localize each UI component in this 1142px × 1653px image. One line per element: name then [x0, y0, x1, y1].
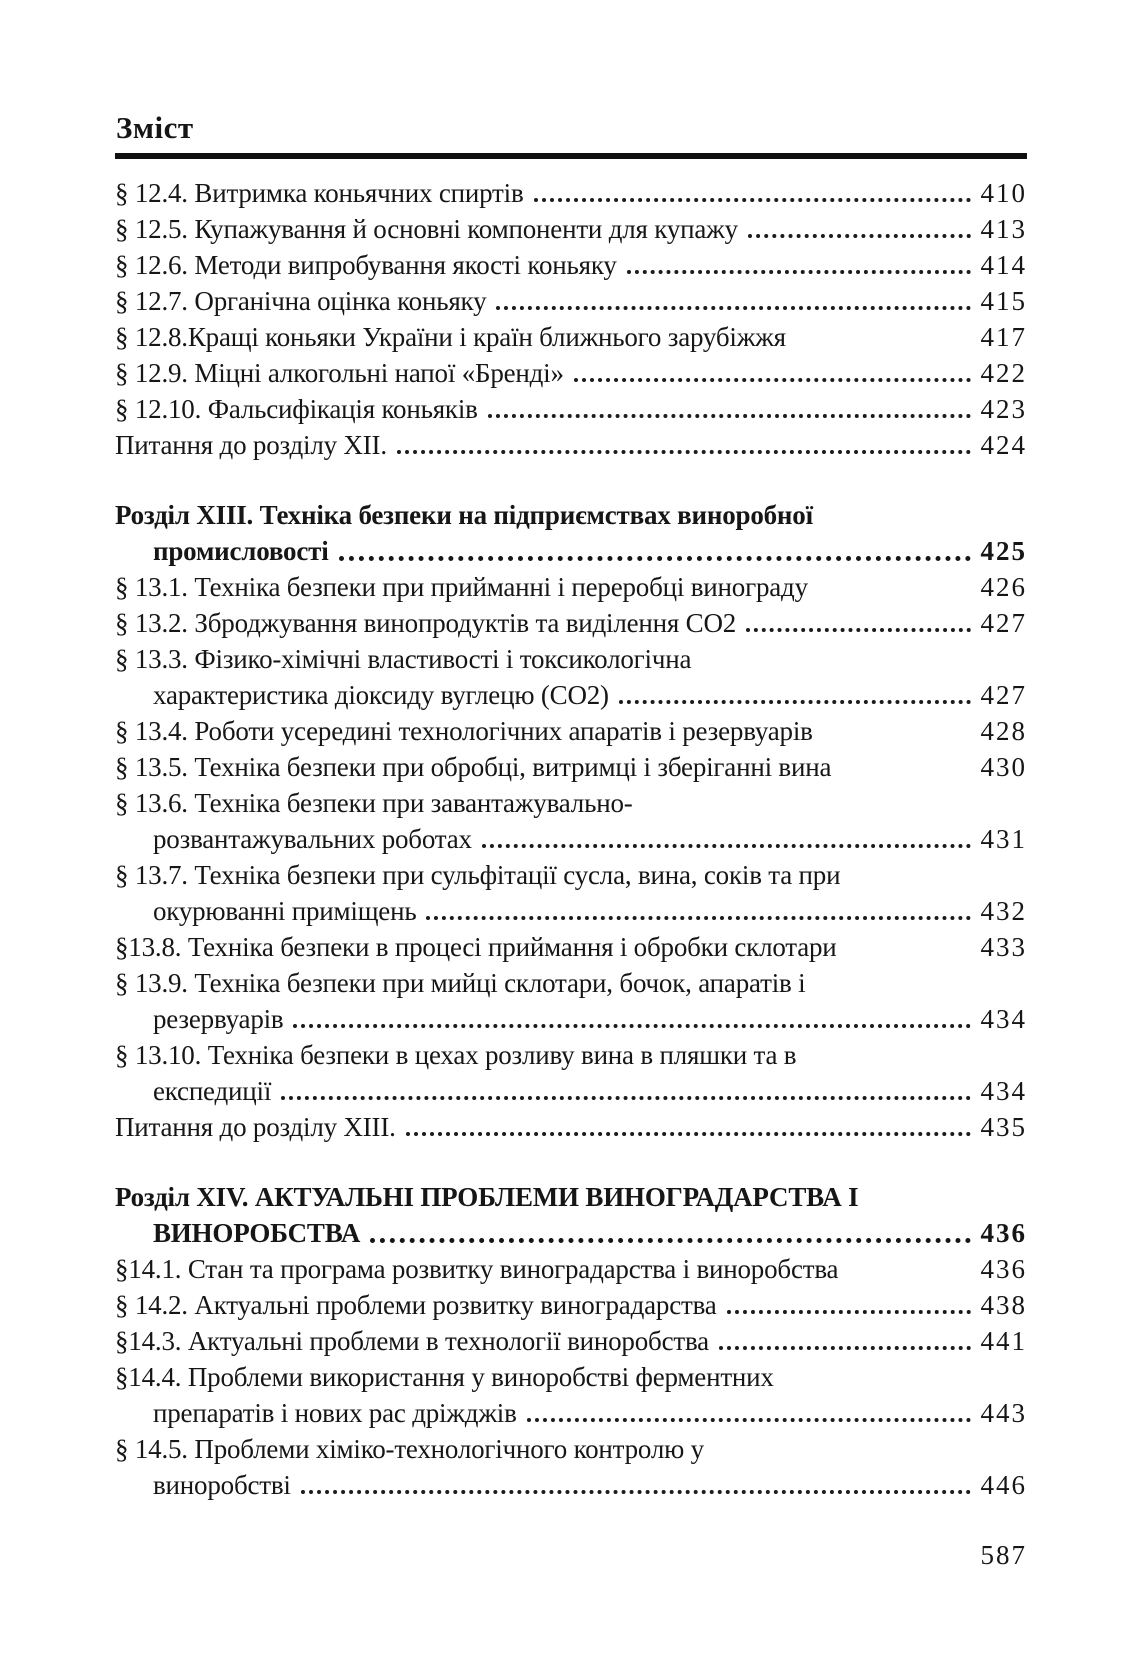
toc-entry-page: 434	[980, 1076, 1027, 1106]
toc-entry	[115, 1251, 1027, 1287]
toc-entry-page: 422	[980, 358, 1027, 388]
toc-entry-title: § 12.6. Методи випробування якості коньяку	[115, 250, 617, 280]
toc-entry-title: експедиції	[153, 1076, 272, 1106]
toc-entry-title: резервуарів	[153, 1004, 284, 1034]
toc-entry	[115, 857, 1027, 893]
toc-entry-title: § 13.2. Зброджування винопродуктів та виділення СО2	[115, 608, 737, 638]
dot-leader	[574, 378, 971, 382]
toc-entry	[115, 1359, 1027, 1395]
toc-entry-title: виноробстві	[153, 1470, 291, 1500]
toc-entry	[115, 1215, 1027, 1251]
dot-leader	[488, 414, 971, 418]
page-title: Зміст	[116, 110, 194, 145]
toc-entry-title: §13.8. Техніка безпеки в процесі приймання і обробки склотари	[115, 932, 837, 962]
toc-entry	[115, 497, 1027, 533]
dot-leader	[406, 1132, 971, 1136]
toc-entry	[115, 1431, 1027, 1467]
toc-section	[115, 497, 1027, 1145]
toc-list	[115, 175, 1027, 1503]
toc-entry	[115, 533, 1027, 569]
toc-entry-page: 417	[980, 322, 1027, 352]
toc-entry-title: § 13.9. Техніка безпеки при мийці склотари, бочок, апаратів і	[115, 968, 806, 998]
toc-entry-title: § 13.5. Техніка безпеки при обробці, витримці і зберіганні вина	[115, 752, 832, 782]
footer-page-number: 587	[980, 1540, 1027, 1570]
toc-entry-page: 428	[980, 716, 1027, 746]
toc-entry	[115, 965, 1027, 1001]
toc-entry	[115, 1395, 1027, 1431]
toc-entry	[115, 713, 1027, 749]
toc-entry-page: 436	[980, 1218, 1027, 1248]
toc-entry	[115, 893, 1027, 929]
toc-entry-page: 426	[980, 572, 1027, 602]
dot-leader	[619, 700, 971, 704]
toc-entry	[115, 175, 1027, 211]
toc-entry-title: ВИНОРОБСТВА	[153, 1218, 361, 1248]
toc-entry-title: § 12.7. Органічна оцінка коньяку	[115, 286, 487, 316]
toc-entry-page: 434	[980, 1004, 1027, 1034]
dot-leader	[370, 1238, 970, 1243]
toc-entry-title: § 13.6. Техніка безпеки при завантажувально-	[115, 788, 633, 818]
toc-entry-page: 431	[980, 824, 1027, 854]
toc-entry	[115, 1109, 1027, 1145]
toc-entry-title: § 14.5. Проблеми хіміко-технологічного контролю у	[115, 1434, 704, 1464]
toc-entry	[115, 391, 1027, 427]
dot-leader	[293, 1024, 970, 1028]
toc-entry	[115, 1179, 1027, 1215]
dot-leader	[727, 1310, 971, 1314]
dot-leader	[748, 234, 971, 238]
toc-entry	[115, 1323, 1027, 1359]
toc-entry-title: Питання до розділу XII.	[115, 430, 387, 460]
dot-leader	[746, 628, 970, 632]
toc-entry	[115, 641, 1027, 677]
dot-leader	[627, 270, 971, 274]
toc-entry	[115, 283, 1027, 319]
toc-entry-title: § 14.2. Актуальні проблеми розвитку виноградарства	[115, 1290, 717, 1320]
toc-entry-title: препаратів і нових рас дріжджів	[153, 1398, 517, 1428]
toc-entry	[115, 1467, 1027, 1503]
toc-entry	[115, 785, 1027, 821]
toc-entry-page: 415	[980, 286, 1027, 316]
toc-entry-page: 425	[980, 536, 1027, 566]
toc-entry	[115, 355, 1027, 391]
dot-leader	[496, 306, 970, 310]
dot-leader	[281, 1096, 970, 1100]
toc-section	[115, 175, 1027, 463]
toc-entry-title: Розділ XIII. Техніка безпеки на підприємствах виноробної	[115, 500, 813, 530]
toc-entry-title: § 13.7. Техніка безпеки при сульфітації сусла, вина, соків та при	[115, 860, 841, 890]
toc-entry-page: 433	[980, 932, 1027, 962]
toc-entry-title: розвантажувальних роботах	[153, 824, 472, 854]
dot-leader	[482, 844, 971, 848]
toc-entry-title: § 12.9. Міцні алкогольні напої «Бренді»	[115, 358, 564, 388]
toc-entry-title: Питання до розділу XIII.	[115, 1112, 396, 1142]
title-divider	[115, 153, 1027, 159]
toc-entry-page: 413	[980, 214, 1027, 244]
toc-entry-title: §14.1. Стан та програма розвитку виноградарства і виноробства	[115, 1254, 839, 1284]
dot-leader	[426, 916, 970, 920]
toc-entry-title: промисловості	[153, 536, 329, 566]
toc-entry	[115, 1287, 1027, 1323]
toc-section	[115, 1179, 1027, 1503]
toc-entry-page: 446	[980, 1470, 1027, 1500]
dot-leader	[527, 1418, 971, 1422]
toc-entry-page: 423	[980, 394, 1027, 424]
toc-entry	[115, 929, 1027, 965]
toc-entry-page: 441	[980, 1326, 1027, 1356]
toc-entry-page: 427	[980, 680, 1027, 710]
toc-entry	[115, 1037, 1027, 1073]
toc-entry	[115, 749, 1027, 785]
toc-entry-title: § 13.4. Роботи усередині технологічних апаратів і резервуарів	[115, 716, 813, 746]
toc-entry-title: § 12.8.Кращі коньяки України і країн ближнього зарубіжжя	[115, 322, 786, 352]
toc-entry	[115, 569, 1027, 605]
toc-entry-title: §14.3. Актуальні проблеми в технології виноробства	[115, 1326, 709, 1356]
dot-leader	[534, 198, 971, 202]
toc-entry-page: 427	[980, 608, 1027, 638]
toc-entry-page: 414	[980, 250, 1027, 280]
toc-entry-title: Розділ XIV. АКТУАЛЬНІ ПРОБЛЕМИ ВИНОГРАДАРСТВА І	[115, 1182, 859, 1212]
toc-content	[115, 110, 1027, 1503]
toc-entry-page: 424	[980, 430, 1027, 460]
toc-entry-title: характеристика діоксиду вуглецю (СО2)	[153, 680, 609, 710]
toc-entry	[115, 605, 1027, 641]
toc-entry	[115, 319, 1027, 355]
toc-entry	[115, 1073, 1027, 1109]
toc-entry	[115, 211, 1027, 247]
toc-entry-page: 436	[980, 1254, 1027, 1284]
toc-entry-title: § 13.3. Фізико-хімічні властивості і токсикологічна	[115, 644, 692, 674]
toc-entry-title: § 13.1. Техніка безпеки при прийманні і переробці винограду	[115, 572, 808, 602]
toc-entry	[115, 677, 1027, 713]
toc-entry-page: 443	[980, 1398, 1027, 1428]
toc-entry-title: § 12.5. Купажування й основні компоненти для купажу	[115, 214, 738, 244]
toc-entry	[115, 1001, 1027, 1037]
toc-entry	[115, 821, 1027, 857]
toc-entry-title: § 13.10. Техніка безпеки в цехах розливу вина в пляшки та в	[115, 1040, 797, 1070]
toc-entry-title: окурюванні приміщень	[153, 896, 417, 926]
toc-entry	[115, 427, 1027, 463]
dot-leader	[301, 1490, 971, 1494]
toc-entry-title: § 12.10. Фальсифікація коньяків	[115, 394, 478, 424]
toc-entry-page: 432	[980, 896, 1027, 926]
toc-entry-page: 410	[980, 178, 1027, 208]
dot-leader	[719, 1346, 971, 1350]
dot-leader	[397, 450, 971, 454]
toc-entry-title: § 12.4. Витримка коньячних спиртів	[115, 178, 524, 208]
toc-entry-page: 435	[980, 1112, 1027, 1142]
toc-entry	[115, 247, 1027, 283]
dot-leader	[339, 556, 971, 561]
toc-entry-page: 430	[980, 752, 1027, 782]
toc-entry-page: 438	[980, 1290, 1027, 1320]
toc-entry-title: §14.4. Проблеми використання у виноробстві ферментних	[115, 1362, 774, 1392]
